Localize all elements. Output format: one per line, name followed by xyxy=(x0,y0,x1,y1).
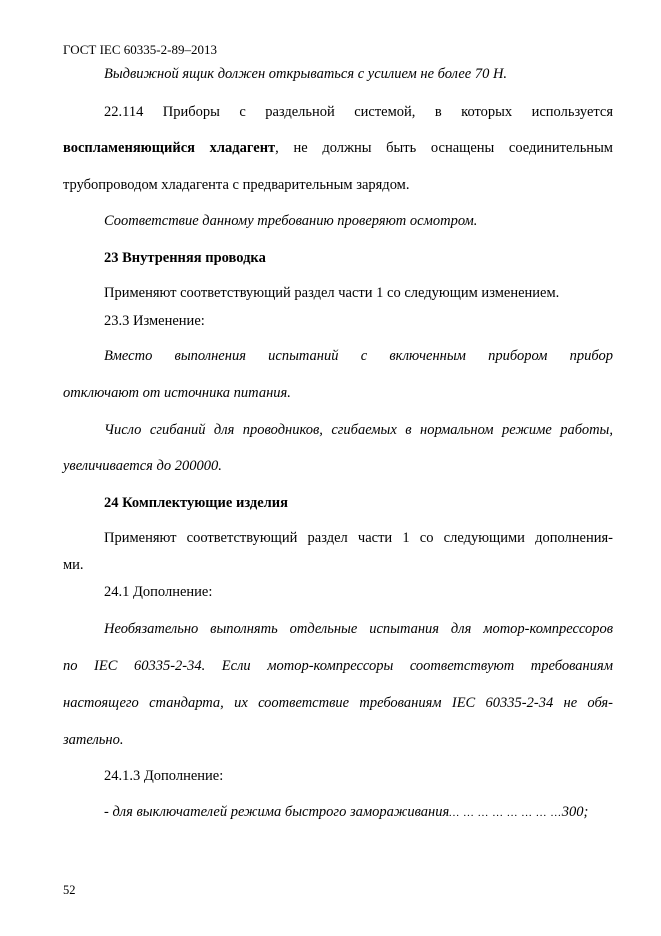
paragraph-22-114-line-2-rest: , не должны быть оснащены соединительным xyxy=(275,140,613,156)
paragraph-23-3-a-line-2: отключают от источника питания. xyxy=(63,385,291,401)
paragraph-22-114-line-1: 22.114 Приборы с раздельной системой, в которых используется xyxy=(104,104,613,120)
section-24-heading: 24 Комплектующие изделия xyxy=(104,495,288,511)
section-23-heading: 23 Внутренняя проводка xyxy=(104,250,266,266)
paragraph-24-apply-line-2: ми. xyxy=(63,557,84,573)
paragraph-24-1: 24.1 Дополнение: xyxy=(104,584,213,600)
paragraph-24-1-a-line-1: Необязательно выполнять отдельные испытания для мотор-компрессоров xyxy=(104,621,613,637)
paragraph-24-1-a-line-3: настоящего стандарта, их соответствие требованиям IEC 60335-2-34 не обя- xyxy=(63,695,613,711)
list-item-label: - для выключателей режима быстрого замораживания xyxy=(104,804,450,820)
paragraph-compliance-inspection: Соответствие данному требованию проверяют осмотром. xyxy=(104,213,478,229)
paragraph-24-1-a-line-2: по IEC 60335-2-34. Если мотор-компрессоры соответствуют требованиям xyxy=(63,658,613,674)
paragraph-23-3-b-line-1: Число сгибаний для проводников, сгибаемых в нормальном режиме работы, xyxy=(104,422,613,438)
paragraph-23-3-b-line-2: увеличивается до 200000. xyxy=(63,458,222,474)
paragraph-23-3: 23.3 Изменение: xyxy=(104,313,205,329)
page-number: 52 xyxy=(63,883,76,897)
list-item-fast-freeze-switch xyxy=(104,803,588,822)
paragraph-22-114-line-3: трубопроводом хладагента с предварительным зарядом. xyxy=(63,177,410,193)
document-code-header: ГОСТ IEC 60335-2-89–2013 xyxy=(63,42,217,57)
paragraph-drawer-force: Выдвижной ящик должен открываться с усилием не более 70 Н. xyxy=(104,66,508,82)
list-item-value: 300; xyxy=(561,804,589,820)
paragraph-23-3-a-line-1: Вместо выполнения испытаний с включенным прибором прибор xyxy=(104,348,613,364)
paragraph-23-apply: Применяют соответствующий раздел части 1 со следующим изменением. xyxy=(104,285,560,301)
paragraph-24-1-a-line-4: зательно. xyxy=(63,732,124,748)
paragraph-22-114-line-2 xyxy=(63,139,613,157)
bold-term-flammable-refrigerant: воспламеняющийся хладагент xyxy=(63,140,276,156)
list-item-leader-dots: … … … … … … … … xyxy=(449,807,562,819)
paragraph-24-apply-line-1: Применяют соответствующий раздел части 1 со следующими дополнения- xyxy=(104,530,613,546)
paragraph-24-1-3: 24.1.3 Дополнение: xyxy=(104,768,224,784)
